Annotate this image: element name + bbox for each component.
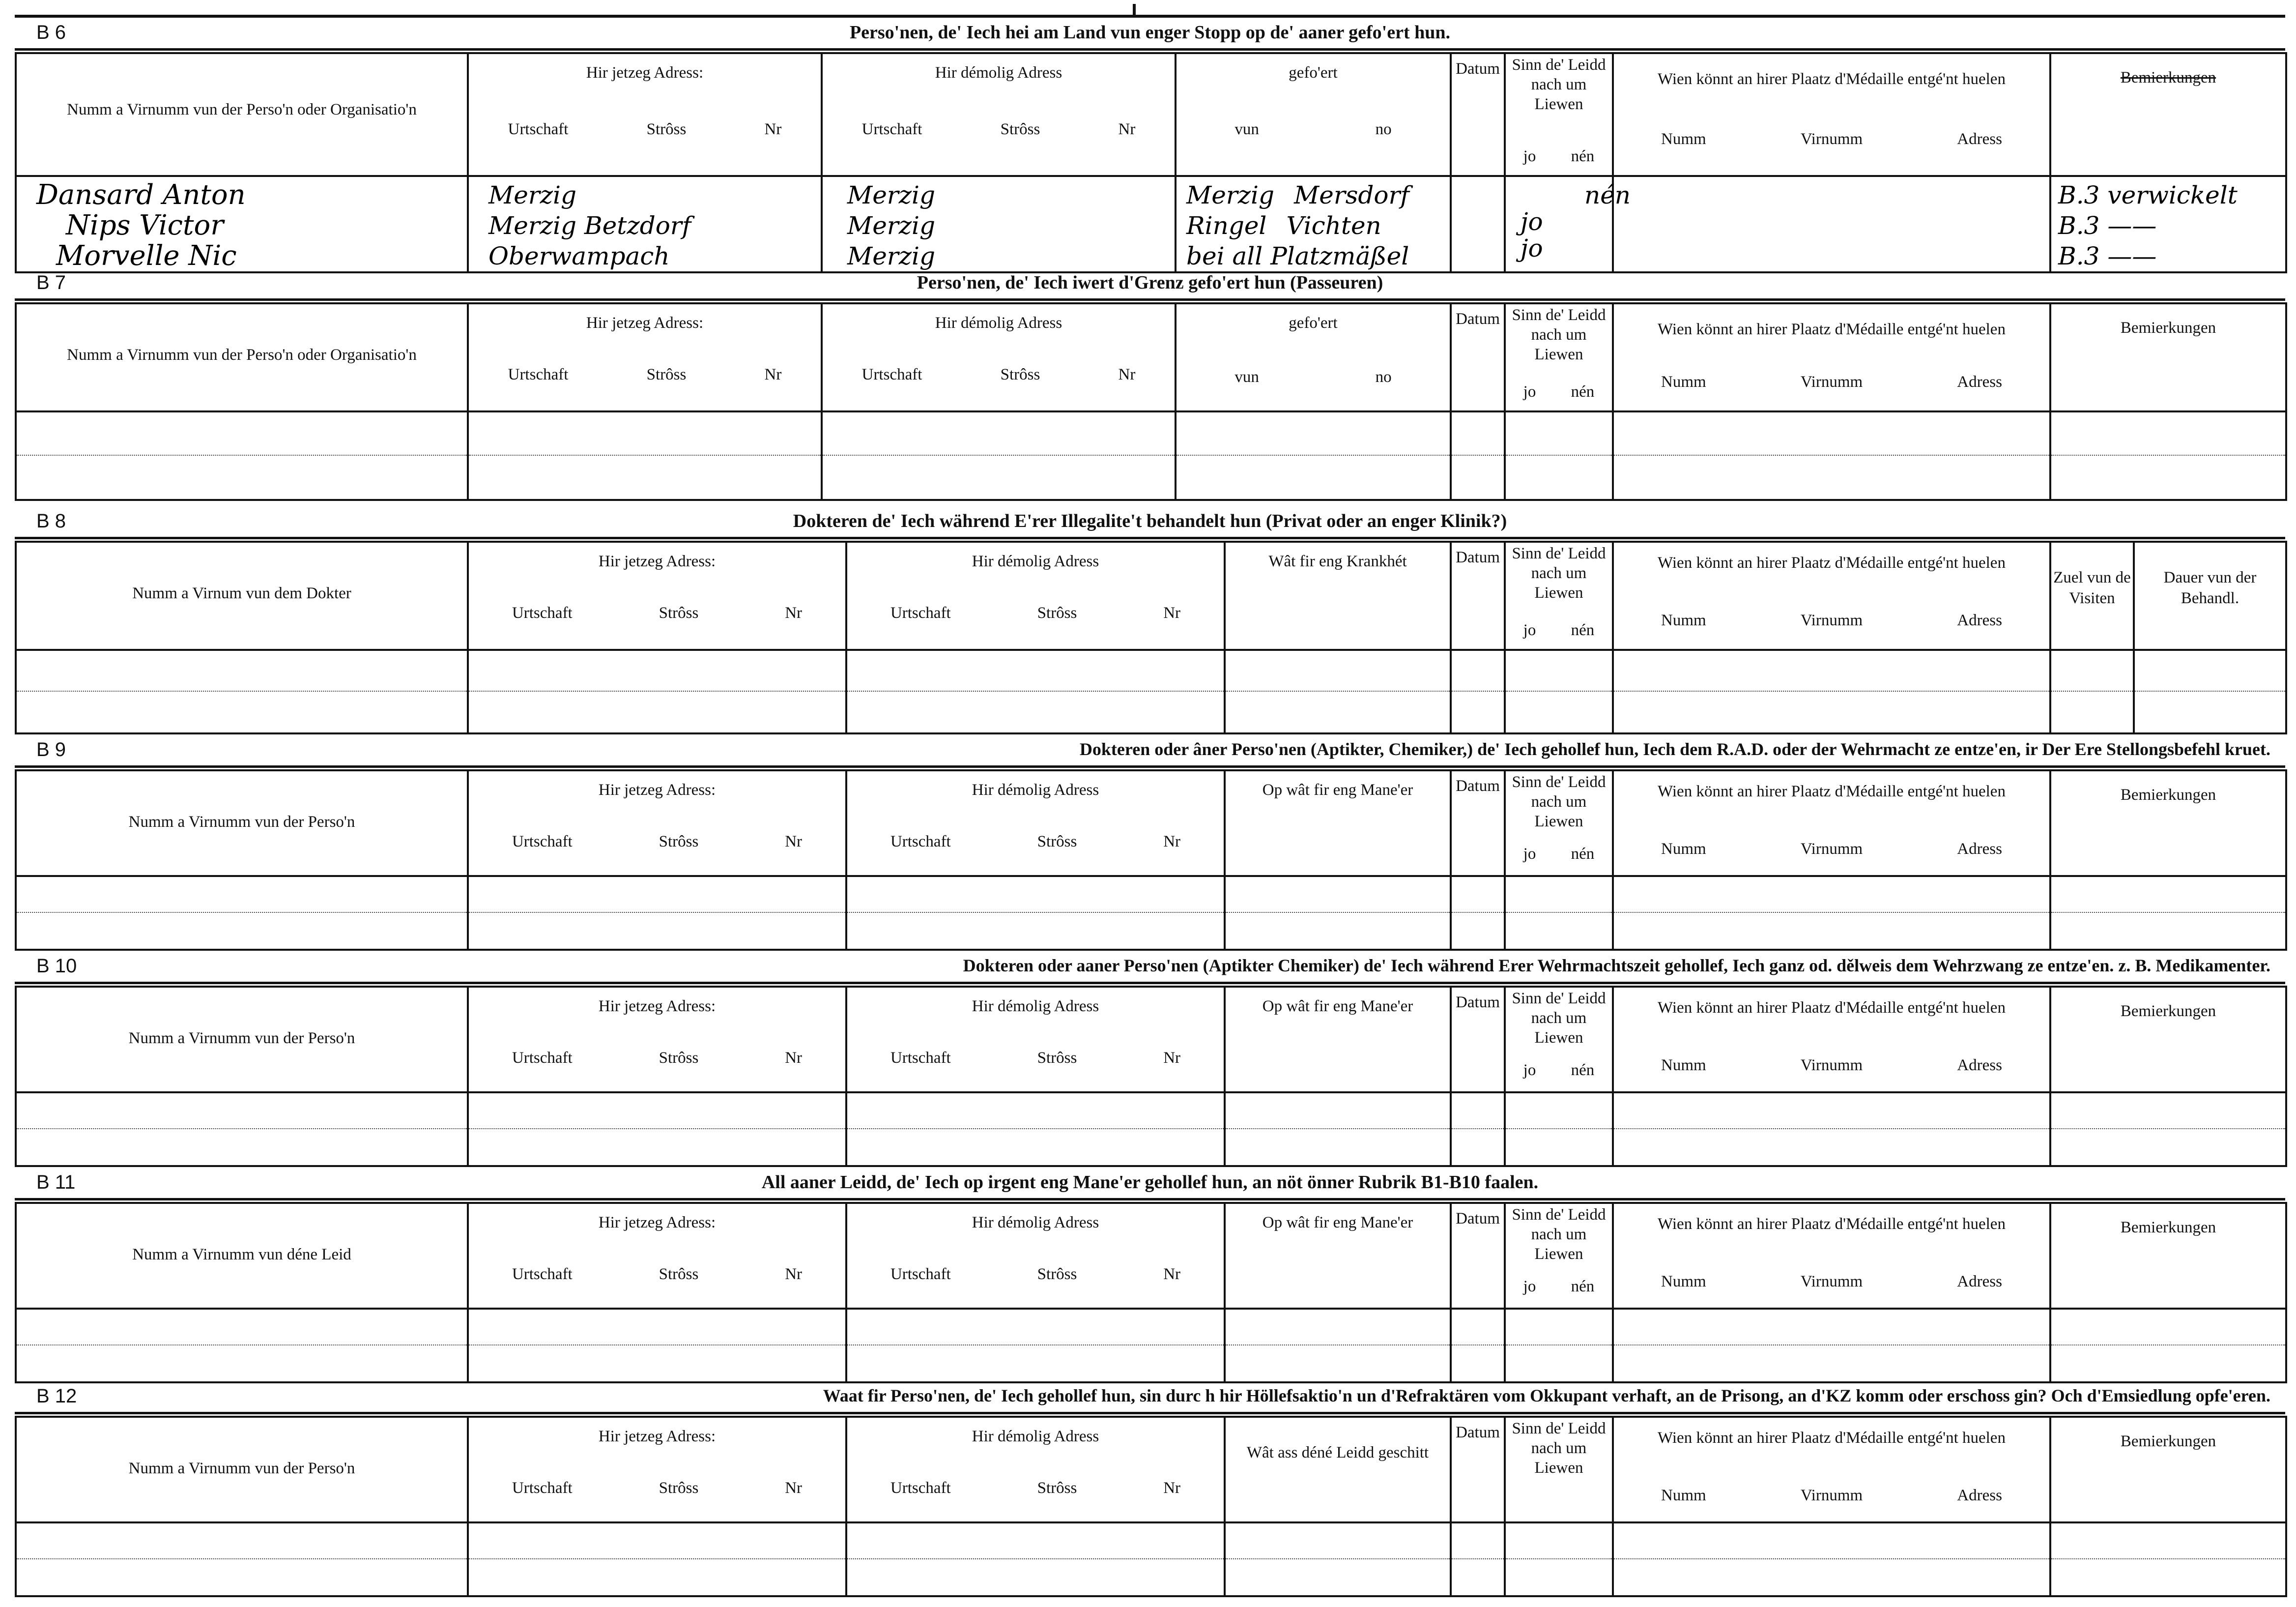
col-date-header: Datum bbox=[1451, 987, 1505, 1092]
section-table bbox=[15, 769, 2287, 951]
empty-cell bbox=[846, 876, 1225, 950]
empty-cell bbox=[1451, 411, 1505, 500]
empty-cell bbox=[1225, 876, 1451, 950]
col-former-address-header: Hir démolig Adress Urtschaft Strôss Nr bbox=[846, 770, 1225, 876]
empty-cell bbox=[2050, 411, 2286, 500]
empty-cell bbox=[468, 1522, 846, 1596]
col-former-address-header: Hir démolig Adress Urtschaft Strôss Nr bbox=[846, 542, 1225, 650]
entry-name: Nips Victor bbox=[66, 209, 224, 241]
col-medal-header: Wien könnt an hirer Plaatz d'Médaille entgé'nt huelen Numm Virnumm Adress bbox=[1613, 303, 2050, 411]
col-what-header: Op wât fir eng Mane'er bbox=[1225, 1203, 1451, 1309]
col-what-header: Wât fir eng Krankhét bbox=[1225, 542, 1451, 650]
empty-cell bbox=[1505, 876, 1613, 950]
section-id: B 6 bbox=[36, 22, 66, 43]
entries-name-cell bbox=[16, 176, 468, 272]
entry-from: bei all Platzmäßel bbox=[1186, 242, 1409, 270]
empty-cell bbox=[846, 650, 1225, 733]
empty-cell bbox=[1451, 1522, 1505, 1596]
section-table bbox=[15, 1202, 2287, 1383]
section-header bbox=[15, 1168, 2285, 1200]
col-name-header: Numm a Virnumm vun der Perso'n bbox=[16, 770, 468, 876]
col-what-header: Wât ass déné Leidd geschitt bbox=[1225, 1417, 1451, 1522]
entry-to: Vichten bbox=[1286, 211, 1381, 240]
col-former-address-header: Hir démolig Adress Urtschaft Strôss Nr bbox=[822, 303, 1176, 411]
empty-cell bbox=[16, 876, 468, 950]
empty-cell bbox=[1225, 1309, 1451, 1382]
entry-from: Merzig bbox=[1186, 181, 1275, 209]
section-b6 bbox=[15, 18, 2285, 272]
col-date-header: Datum bbox=[1451, 303, 1505, 411]
entry-remarks: B.3 verwickelt bbox=[2058, 181, 2238, 209]
entry-former-town: Merzig bbox=[847, 181, 936, 209]
empty-cell bbox=[2050, 1522, 2286, 1596]
entry-alive-no: nén bbox=[1584, 181, 1631, 209]
section-b12 bbox=[15, 1381, 2285, 1598]
entry-former-town: Merzig bbox=[847, 242, 936, 270]
col-remarks-header: Bemierkungen bbox=[2050, 770, 2286, 876]
empty-cell bbox=[1451, 876, 1505, 950]
section-title: Waat fir Perso'nen, de' Iech gehollef hun, sin durc h hir Höllefsaktio'n un d'Refraktären vom Okkupant verhaft, an de Prisong, an d'KZ komm oder erschoss gin? Och d'Emsiedlung opfe'eren. bbox=[823, 1386, 2270, 1405]
entry-name: Dansard Anton bbox=[36, 179, 246, 211]
empty-cell bbox=[1613, 411, 2050, 500]
col-medal-header: Wien könnt an hirer Plaatz d'Médaille entgé'nt huelen Numm Virnumm Adress bbox=[1613, 770, 2050, 876]
section-title: Dokteren oder aaner Perso'nen (Aptikter Chemiker) de' Iech während Erer Wehrmachtszeit gehollef, Iech ganz od. dělweis dem Wehrzwang ze entze'en. z. B. Medikamenter. bbox=[963, 956, 2270, 975]
entries-current-town-cell bbox=[468, 176, 822, 272]
empty-cell bbox=[468, 411, 822, 500]
col-date-header: Datum bbox=[1451, 53, 1505, 176]
empty-cell bbox=[2050, 1092, 2286, 1166]
empty-cell bbox=[1505, 1092, 1613, 1166]
col-medal-header: Wien könnt an hirer Plaatz d'Médaille entgé'nt huelen Numm Virnumm Adress bbox=[1613, 542, 2050, 650]
entry-current-town: Merzig bbox=[488, 181, 577, 209]
section-title: Dokteren de' Iech während E'rer Illegalite't behandelt hun (Privat oder an enger Klinik?) bbox=[793, 511, 1507, 531]
empty-cell bbox=[16, 1092, 468, 1166]
col-date-header: Datum bbox=[1451, 1417, 1505, 1522]
col-current-address-header: Hir jetzeg Adress: Urtschaft Strôss Nr bbox=[468, 303, 822, 411]
empty-cell bbox=[846, 1522, 1225, 1596]
empty-cell bbox=[468, 876, 846, 950]
section-header bbox=[15, 506, 2285, 539]
section-header bbox=[15, 951, 2285, 984]
col-transported-header: gefo'ert vun no bbox=[1176, 303, 1451, 411]
section-title: All aaner Leidd, de' Iech op irgent eng Mane'er gehollef hun, an nöt önner Rubrik B1-B10 faalen. bbox=[761, 1172, 1539, 1193]
col-remarks-header: Bemierkungen bbox=[2050, 53, 2286, 176]
empty-cell bbox=[1613, 876, 2050, 950]
col-date-header: Datum bbox=[1451, 542, 1505, 650]
col-remarks-header: Bemierkungen bbox=[2050, 1417, 2286, 1522]
section-id: B 11 bbox=[36, 1171, 76, 1193]
section-id: B 8 bbox=[36, 510, 66, 532]
col-remarks-header: Bemierkungen bbox=[2050, 1203, 2286, 1309]
col-name-header: Numm a Virnumm vun déne Leid bbox=[16, 1203, 468, 1309]
section-b8 bbox=[15, 506, 2285, 735]
col-remarks-header: Bemierkungen bbox=[2050, 303, 2286, 411]
entry-alive-yes: jo bbox=[1521, 234, 1543, 263]
entries-transport-cell bbox=[1176, 176, 1451, 272]
empty-cell bbox=[1451, 1309, 1505, 1382]
col-medal-header: Wien könnt an hirer Plaatz d'Médaille entgé'nt huelen Numm Virnumm Adress bbox=[1613, 1203, 2050, 1309]
empty-cell bbox=[1176, 411, 1451, 500]
empty-cell bbox=[2050, 650, 2134, 733]
col-name-header: Numm a Virnumm vun der Perso'n oder Organisatio'n bbox=[16, 53, 468, 176]
empty-cell bbox=[1505, 650, 1613, 733]
section-table bbox=[15, 986, 2287, 1167]
col-medal-header: Wien könnt an hirer Plaatz d'Médaille entgé'nt huelen Numm Virnumm Adress bbox=[1613, 1417, 2050, 1522]
empty-cell bbox=[1505, 1522, 1613, 1596]
empty-cell bbox=[468, 1092, 846, 1166]
empty-cell bbox=[1613, 1522, 2050, 1596]
empty-cell bbox=[2050, 1309, 2286, 1382]
empty-cell bbox=[468, 1309, 846, 1382]
col-alive-header: Sinn de' Leidd nach um Liewen jo nén bbox=[1505, 770, 1613, 876]
entry-remarks: B.3 —— bbox=[2058, 211, 2157, 240]
col-current-address-header: Hir jetzeg Adress: Urtschaft Strôss Nr bbox=[468, 770, 846, 876]
form-page bbox=[15, 15, 2285, 1603]
empty-cell bbox=[16, 411, 468, 500]
col-alive-header: Sinn de' Leidd nach um Liewen bbox=[1505, 1417, 1613, 1522]
section-header bbox=[15, 268, 2285, 301]
empty-cell bbox=[1451, 1092, 1505, 1166]
entry-name: Morvelle Nic bbox=[56, 240, 237, 272]
empty-cell bbox=[1451, 650, 1505, 733]
col-former-address-header: Hir démolig Adress Urtschaft Strôss Nr bbox=[846, 1417, 1225, 1522]
col-alive-header: Sinn de' Leidd nach um Liewen jo nén bbox=[1505, 53, 1613, 176]
entries-remarks-cell bbox=[2050, 176, 2286, 272]
section-id: B 7 bbox=[36, 272, 66, 293]
section-table bbox=[15, 1416, 2287, 1597]
entry-former-town: Merzig bbox=[847, 211, 936, 240]
empty-cell bbox=[1613, 650, 2050, 733]
entry-current-town: Oberwampach bbox=[488, 242, 670, 270]
entry-current-town: Merzig Betzdorf bbox=[488, 211, 691, 240]
section-id: B 12 bbox=[36, 1385, 77, 1407]
empty-cell bbox=[16, 650, 468, 733]
section-header bbox=[15, 18, 2285, 51]
col-current-address-header: Hir jetzeg Adress: Urtschaft Strôss Nr bbox=[468, 987, 846, 1092]
empty-cell bbox=[2050, 876, 2286, 950]
entry-to: Mersdorf bbox=[1294, 181, 1409, 209]
col-remarks-header: Bemierkungen bbox=[2050, 987, 2286, 1092]
entry-alive-yes: jo bbox=[1521, 207, 1543, 236]
empty-cell bbox=[16, 1309, 468, 1382]
col-what-header: Op wât fir eng Mane'er bbox=[1225, 770, 1451, 876]
col-alive-header: Sinn de' Leidd nach um Liewen jo nén bbox=[1505, 1203, 1613, 1309]
entry-remarks: B.3 —— bbox=[2058, 242, 2157, 270]
empty-cell bbox=[1225, 1522, 1451, 1596]
col-name-header: Numm a Virnum vun dem Dokter bbox=[16, 542, 468, 650]
col-current-address-header: Hir jetzeg Adress: Urtschaft Strôss Nr bbox=[468, 53, 822, 176]
entries-date-cell bbox=[1451, 176, 1505, 272]
top-tick-mark bbox=[1133, 4, 1136, 15]
col-current-address-header: Hir jetzeg Adress: Urtschaft Strôss Nr bbox=[468, 1417, 846, 1522]
section-table bbox=[15, 52, 2287, 273]
empty-cell bbox=[16, 1522, 468, 1596]
col-alive-header: Sinn de' Leidd nach um Liewen jo nén bbox=[1505, 303, 1613, 411]
section-b11 bbox=[15, 1168, 2285, 1384]
col-date-header: Datum bbox=[1451, 1203, 1505, 1309]
entry-from: Ringel bbox=[1186, 211, 1267, 240]
section-b7 bbox=[15, 268, 2285, 504]
empty-cell bbox=[846, 1092, 1225, 1166]
section-table bbox=[15, 302, 2287, 501]
col-duration-header: Dauer vun der Behandl. bbox=[2134, 542, 2286, 650]
col-name-header: Numm a Virnumm vun der Perso'n bbox=[16, 987, 468, 1092]
col-medal-header: Wien könnt an hirer Plaatz d'Médaille entgé'nt huelen Numm Virnumm Adress bbox=[1613, 987, 2050, 1092]
empty-cell bbox=[468, 650, 846, 733]
section-title: Perso'nen, de' Iech iwert d'Grenz gefo'ert hun (Passeuren) bbox=[917, 272, 1383, 293]
section-b10 bbox=[15, 951, 2285, 1168]
section-title: Dokteren oder âner Perso'nen (Aptikter, Chemiker,) de' Iech gehollef hun, Iech dem R.A.D. oder der Wehrmacht ze entze'en, ir Der Ere Stellongsbefehl kruet. bbox=[1079, 739, 2270, 759]
empty-cell bbox=[1225, 1092, 1451, 1166]
col-alive-header: Sinn de' Leidd nach um Liewen jo nén bbox=[1505, 542, 1613, 650]
col-transported-header: gefo'ert vun no bbox=[1176, 53, 1451, 176]
section-header bbox=[15, 1381, 2285, 1414]
empty-cell bbox=[2134, 650, 2286, 733]
section-title: Perso'nen, de' Iech hei am Land vun enger Stopp op de' aaner gefo'ert hun. bbox=[849, 22, 1451, 43]
entries-alive-cell bbox=[1505, 176, 1631, 272]
col-name-header: Numm a Virnumm vun der Perso'n oder Organisatio'n bbox=[16, 303, 468, 411]
empty-cell bbox=[1613, 1092, 2050, 1166]
empty-cell bbox=[1505, 1309, 1613, 1382]
empty-cell bbox=[1613, 1309, 2050, 1382]
section-header bbox=[15, 735, 2285, 768]
entries-medal-cell bbox=[1613, 176, 2050, 272]
empty-cell bbox=[1505, 411, 1613, 500]
empty-cell bbox=[822, 411, 1176, 500]
col-former-address-header: Hir démolig Adress Urtschaft Strôss Nr bbox=[822, 53, 1176, 176]
col-former-address-header: Hir démolig Adress Urtschaft Strôss Nr bbox=[846, 1203, 1225, 1309]
col-medal-header: Wien könnt an hirer Plaatz d'Médaille entgé'nt huelen Numm Virnumm Adress bbox=[1613, 53, 2050, 176]
col-visits-header: Zuel vun de Visiten bbox=[2050, 542, 2134, 650]
col-what-header: Op wât fir eng Mane'er bbox=[1225, 987, 1451, 1092]
section-id: B 10 bbox=[36, 955, 77, 977]
section-id: B 9 bbox=[36, 739, 66, 760]
col-date-header: Datum bbox=[1451, 770, 1505, 876]
col-name-header: Numm a Virnumm vun der Perso'n bbox=[16, 1417, 468, 1522]
col-current-address-header: Hir jetzeg Adress: Urtschaft Strôss Nr bbox=[468, 542, 846, 650]
entries-former-town-cell bbox=[822, 176, 1176, 272]
col-former-address-header: Hir démolig Adress Urtschaft Strôss Nr bbox=[846, 987, 1225, 1092]
empty-cell bbox=[1225, 650, 1451, 733]
empty-cell bbox=[846, 1309, 1225, 1382]
col-alive-header: Sinn de' Leidd nach um Liewen jo nén bbox=[1505, 987, 1613, 1092]
col-current-address-header: Hir jetzeg Adress: Urtschaft Strôss Nr bbox=[468, 1203, 846, 1309]
section-table bbox=[15, 541, 2287, 734]
section-b9 bbox=[15, 735, 2285, 951]
